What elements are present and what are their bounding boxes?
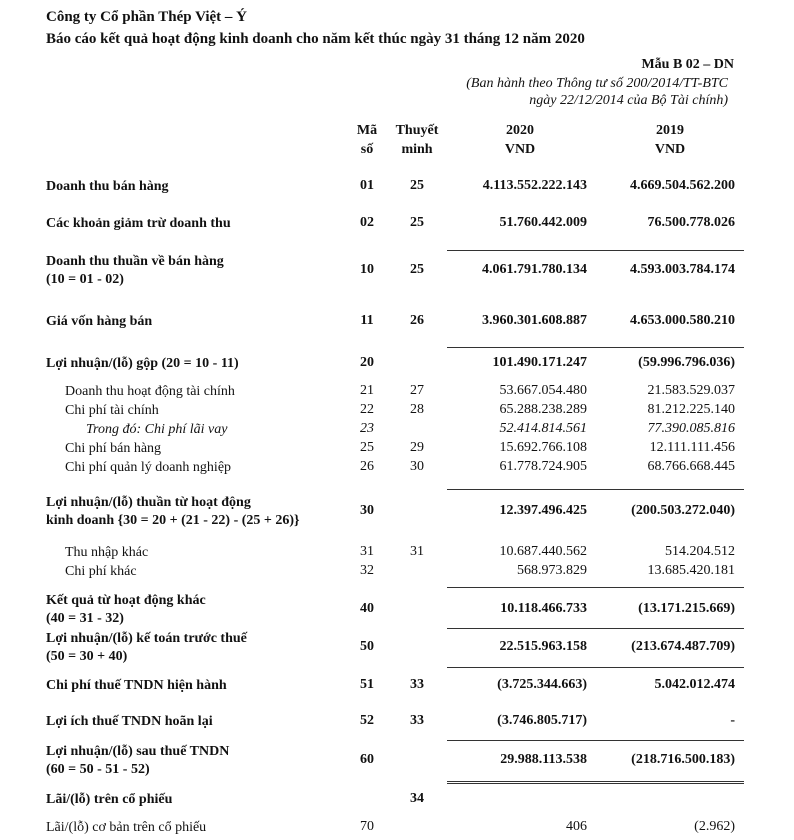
row-note: 33 [410, 677, 424, 692]
row-code: 23 [360, 421, 374, 436]
row-value-2019: 5.042.012.474 [654, 677, 735, 692]
row-value-2020: 4.061.791.780.134 [482, 262, 587, 277]
row-code: 02 [360, 215, 374, 230]
subtotal-rule [447, 740, 744, 741]
subtotal-rule [447, 628, 744, 629]
column-header-code-line-2: số [360, 142, 374, 157]
company-name: Công ty Cổ phần Thép Việt – Ý [46, 9, 248, 25]
row-code: 52 [360, 713, 374, 728]
column-header-2020-line-2: VND [504, 142, 536, 157]
subtotal-rule [447, 250, 744, 251]
row-code: 31 [360, 544, 374, 559]
row-code: 26 [360, 459, 374, 474]
row-value-2019: (213.674.487.709) [631, 639, 735, 654]
row-label [46, 630, 247, 666]
row-label: Chi phí thuế TNDN hiện hành [46, 678, 227, 693]
form-code: Mẫu B 02 – DN [641, 57, 734, 72]
row-value-2019: (59.996.796.036) [638, 355, 735, 370]
row-value-2019: 21.583.529.037 [647, 383, 735, 398]
row-label-line-1: Kết quả từ hoạt động khác [46, 593, 206, 608]
subtotal-rule [447, 347, 744, 348]
row-value-2020: 15.692.766.108 [499, 440, 587, 455]
row-value-2019: (218.716.500.183) [631, 752, 735, 767]
row-value-2019: (13.171.215.669) [638, 601, 735, 616]
row-label: Trong đó: Chi phí lãi vay [86, 422, 228, 437]
row-code: 50 [360, 639, 374, 654]
row-label: Lợi nhuận/(lỗ) gộp (20 = 10 - 11) [46, 356, 239, 371]
column-header-note [388, 121, 446, 159]
row-code: 51 [360, 677, 374, 692]
row-code: 10 [360, 262, 374, 277]
row-value-2019: 68.766.668.445 [647, 459, 735, 474]
row-label: Chi phí quản lý doanh nghiệp [65, 460, 232, 475]
row-note: 25 [410, 215, 424, 230]
row-note: 30 [410, 459, 424, 474]
column-header-note-line-2: minh [401, 142, 433, 157]
row-value-2020: 406 [566, 819, 587, 834]
column-header-2020 [490, 121, 550, 159]
row-value-2020: 52.414.814.561 [499, 421, 587, 436]
column-header-code [352, 121, 382, 159]
row-label [46, 592, 206, 628]
row-code: 70 [360, 819, 374, 834]
row-label-line-2: kinh doanh {30 = 20 + (21 - 22) - (25 + 26)} [46, 513, 300, 528]
column-header-code-line-1: Mã [356, 123, 378, 138]
row-label: Giá vốn hàng bán [46, 314, 153, 329]
row-label: Các khoản giảm trừ doanh thu [46, 216, 231, 231]
row-label-line-1: Lợi nhuận/(lỗ) kế toán trước thuế [46, 631, 247, 646]
row-value-2019: (2.962) [694, 819, 735, 834]
row-value-2020: 61.778.724.905 [499, 459, 587, 474]
row-label: Lãi/(lỗ) cơ bản trên cổ phiếu [46, 820, 207, 835]
row-label: Thu nhập khác [65, 545, 149, 560]
column-header-2019 [640, 121, 700, 159]
row-value-2020: 22.515.963.158 [499, 639, 587, 654]
row-label: Lợi ích thuế TNDN hoãn lại [46, 714, 213, 729]
row-label: Lãi/(lỗ) trên cổ phiếu [46, 792, 173, 807]
row-label: Chi phí khác [65, 564, 137, 579]
row-value-2019: 81.212.225.140 [647, 402, 735, 417]
row-value-2020: (3.725.344.663) [497, 677, 587, 692]
row-value-2020: 10.687.440.562 [499, 544, 587, 559]
row-label-line-1: Doanh thu thuần về bán hàng [46, 254, 224, 269]
row-value-2020: (3.746.805.717) [497, 713, 587, 728]
total-double-rule [447, 781, 744, 784]
row-label-line-2: (10 = 01 - 02) [46, 272, 124, 287]
row-note: 25 [410, 178, 424, 193]
row-label-line-2: (60 = 50 - 51 - 52) [46, 762, 150, 777]
row-code: 22 [360, 402, 374, 417]
issued-note-line-1: (Ban hành theo Thông tư số 200/2014/TT-BTC [466, 76, 728, 91]
row-value-2019: 13.685.420.181 [647, 563, 735, 578]
row-label [46, 743, 229, 779]
row-label: Chi phí bán hàng [65, 441, 162, 456]
row-code: 30 [360, 503, 374, 518]
issued-note [466, 75, 728, 109]
row-note: 31 [410, 544, 424, 559]
column-header-2019-line-1: 2019 [656, 123, 684, 138]
row-value-2019: 4.669.504.562.200 [630, 178, 735, 193]
row-value-2020: 51.760.442.009 [499, 215, 587, 230]
report-title: Báo cáo kết quả hoạt động kinh doanh cho năm kết thúc ngày 31 tháng 12 năm 2020 [46, 31, 585, 47]
row-label-line-1: Lợi nhuận/(lỗ) thuần từ hoạt động [46, 495, 251, 510]
row-label-line-2: (50 = 30 + 40) [46, 649, 128, 664]
row-label [46, 253, 224, 289]
subtotal-rule [447, 587, 744, 588]
row-value-2020: 4.113.552.222.143 [482, 178, 587, 193]
row-note: 33 [410, 713, 424, 728]
row-value-2020: 12.397.496.425 [499, 503, 587, 518]
row-value-2020: 10.118.466.733 [500, 601, 587, 616]
row-value-2020: 53.667.054.480 [499, 383, 587, 398]
column-header-2019-line-2: VND [654, 142, 686, 157]
row-label-line-2: (40 = 31 - 32) [46, 611, 124, 626]
row-code: 21 [360, 383, 374, 398]
row-value-2019: 514.204.512 [665, 544, 735, 559]
row-code: 60 [360, 752, 374, 767]
row-value-2019: 4.593.003.784.174 [630, 262, 735, 277]
row-note: 26 [410, 313, 424, 328]
row-label-line-1: Lợi nhuận/(lỗ) sau thuế TNDN [46, 744, 230, 759]
row-value-2020: 29.988.113.538 [500, 752, 587, 767]
row-code: 25 [360, 440, 374, 455]
row-note: 34 [410, 791, 424, 806]
row-value-2019: 76.500.778.026 [647, 215, 735, 230]
row-value-2019: 4.653.000.580.210 [630, 313, 735, 328]
row-value-2019: 77.390.085.816 [647, 421, 735, 436]
column-header-2020-line-1: 2020 [506, 123, 534, 138]
row-value-2020: 568.973.829 [517, 563, 587, 578]
row-code: 32 [360, 563, 374, 578]
row-label: Doanh thu bán hàng [46, 179, 169, 194]
row-value-2020: 101.490.171.247 [492, 355, 587, 370]
row-value-2019: - [730, 713, 735, 728]
row-note: 28 [410, 402, 424, 417]
subtotal-rule [447, 489, 744, 490]
row-label: Chi phí tài chính [65, 403, 159, 418]
row-code: 01 [360, 178, 374, 193]
row-code: 40 [360, 601, 374, 616]
row-value-2020: 3.960.301.608.887 [482, 313, 587, 328]
row-note: 25 [410, 262, 424, 277]
row-value-2020: 65.288.238.289 [499, 402, 587, 417]
row-label [46, 494, 300, 530]
row-note: 29 [410, 440, 424, 455]
column-header-note-line-1: Thuyết [395, 123, 439, 138]
subtotal-rule [447, 667, 744, 668]
row-value-2019: (200.503.272.040) [631, 503, 735, 518]
row-code: 11 [360, 313, 374, 328]
row-code: 20 [360, 355, 374, 370]
row-note: 27 [410, 383, 424, 398]
row-value-2019: 12.111.111.456 [649, 440, 735, 455]
row-label: Doanh thu hoạt động tài chính [65, 384, 235, 399]
issued-note-line-2: ngày 22/12/2014 của Bộ Tài chính) [529, 93, 728, 108]
